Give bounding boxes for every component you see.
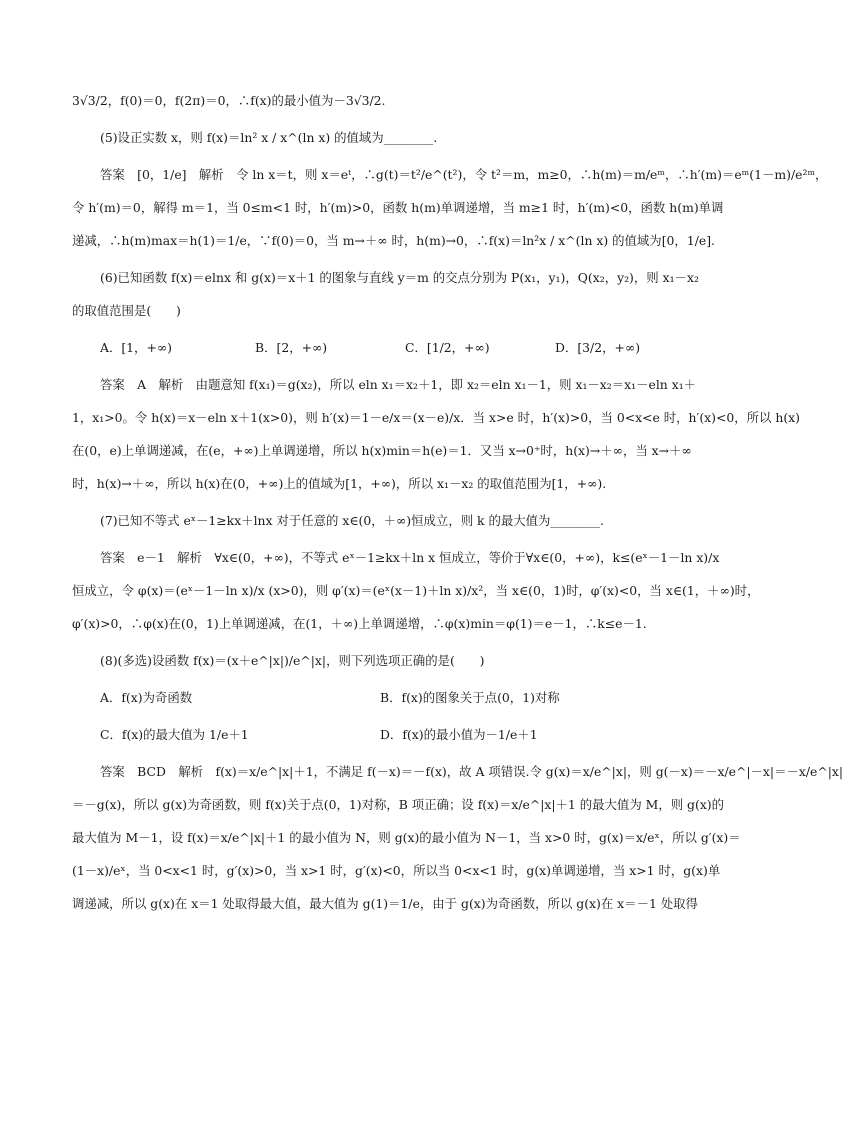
answer-6: 答案 A 解析 由题意知 f(x₁)＝g(x₂)，所以 eln x₁＝x₂＋1，即 x₂＝eln x₁－1，则 x₁－x₂＝x₁－eln x₁＋ <box>100 377 697 392</box>
question-6: (6)已知函数 f(x)＝elnx 和 g(x)＝x＋1 的图象与直线 y＝m 的交点分别为 P(x₁，y₁)，Q(x₂，y₂)，则 x₁－x₂ <box>100 270 699 285</box>
question-7: (7)已知不等式 eˣ－1≥kx＋lnx 对于任意的 x∈(0，＋∞)恒成立，则 k 的最大值为________. <box>100 513 604 528</box>
text-line: 最大值为 M－1，设 f(x)＝x/e^|x|＋1 的最小值为 N，则 g(x)的最小值为 N－1，当 x>0 时，g(x)＝x/eˣ，所以 g′(x)＝ <box>72 830 741 845</box>
text-line: 在(0，e)上单调递减，在(e，+∞)上单调递增，所以 h(x)min＝h(e)＝1．又当 x→0⁺时，h(x)→＋∞，当 x→＋∞ <box>72 443 692 458</box>
question-5: (5)设正实数 x，则 f(x)＝ln² x / x^(ln x) 的值域为________. <box>100 130 438 145</box>
answer-7: 答案 e－1 解析 ∀x∈(0，+∞)，不等式 eˣ－1≥kx＋ln x 恒成立，等价于∀x∈(0，+∞)，k≤(eˣ－1－ln x)/x <box>100 550 720 565</box>
text-line: 调递减，所以 g(x)在 x＝1 处取得最大值，最大值为 g(1)＝1/e，由于 g(x)为奇函数，所以 g(x)在 x＝－1 处取得 <box>72 896 698 911</box>
text-line: ＝－g(x)，所以 g(x)为奇函数，则 f(x)关于点(0，1)对称，B 项正确；设 f(x)＝x/e^|x|＋1 的最大值为 M，则 g(x)的 <box>72 797 725 812</box>
text-line: 时，h(x)→＋∞，所以 h(x)在(0，+∞)上的值域为[1，+∞)，所以 x₁－x₂ 的取值范围为[1，+∞). <box>72 476 607 491</box>
text-line: 恒成立，令 φ(x)＝(eˣ－1－ln x)/x (x>0)，则 φ′(x)＝(eˣ(x－1)＋ln x)/x²，当 x∈(0，1)时，φ′(x)<0，当 x∈(1，＋∞)时， <box>72 583 760 598</box>
option-c: C．f(x)的最大值为 1/e＋1 <box>100 727 249 742</box>
text-line: (1－x)/eˣ，当 0<x<1 时，g′(x)>0，当 x>1 时，g′(x)<0，所以当 0<x<1 时，g(x)单调递增，当 x>1 时，g(x)单 <box>72 863 721 878</box>
text-line: 递减，∴h(m)max＝h(1)＝1/e，∵f(0)＝0，当 m→＋∞ 时，h(m)→0，∴f(x)＝ln²x / x^(ln x) 的值域为[0，1/e]. <box>72 233 715 248</box>
question-8-options-row-2 <box>100 726 722 744</box>
option-d: D．[3/2，+∞) <box>555 340 641 355</box>
question-6-options <box>100 339 722 357</box>
text-line: 的取值范围是( ) <box>72 303 181 318</box>
text-line: 3√3/2，f(0)＝0，f(2π)＝0，∴f(x)的最小值为－3√3/2. <box>72 93 386 108</box>
text-line: 令 h′(m)＝0，解得 m＝1，当 0≤m<1 时，h′(m)>0，函数 h(m)单调递增，当 m≥1 时，h′(m)<0，函数 h(m)单调 <box>72 200 724 215</box>
option-d: D．f(x)的最小值为－1/e＋1 <box>380 727 538 742</box>
question-8-options-row-1 <box>100 689 722 707</box>
answer-5: 答案 [0，1/e] 解析 令 ln x＝t，则 x＝eᵗ，∴g(t)＝t²/e^(t²)，令 t²＝m，m≥0，∴h(m)＝m/eᵐ，∴h′(m)＝eᵐ(1－m)/e²ᵐ， <box>100 167 828 182</box>
option-a: A．[1，+∞) <box>100 340 172 355</box>
question-8: (8)(多选)设函数 f(x)＝(x＋e^|x|)/e^|x|，则下列选项正确的是( ) <box>100 653 485 668</box>
text-line: 1，x₁>0。令 h(x)＝x－eln x＋1(x>0)，则 h′(x)＝1－e/x＝(x－e)/x．当 x>e 时，h′(x)>0，当 0<x<e 时，h′(x)<0，所以 h(x) <box>72 410 801 425</box>
option-a: A．f(x)为奇函数 <box>100 690 193 705</box>
option-b: B．[2，+∞) <box>255 340 328 355</box>
text-line: φ′(x)>0，∴φ(x)在(0，1)上单调递减，在(1，＋∞)上单调递增，∴φ(x)min＝φ(1)＝e－1，∴k≤e－1. <box>72 616 647 631</box>
option-c: C．[1/2，+∞) <box>405 340 490 355</box>
option-b: B．f(x)的图象关于点(0，1)对称 <box>380 690 560 705</box>
document-page <box>72 92 843 913</box>
answer-8: 答案 BCD 解析 f(x)＝x/e^|x|＋1，不满足 f(－x)＝－f(x)，故 A 项错误.令 g(x)＝x/e^|x|，则 g(－x)＝－x/e^|－x|＝－x/e^|x| <box>100 764 843 779</box>
